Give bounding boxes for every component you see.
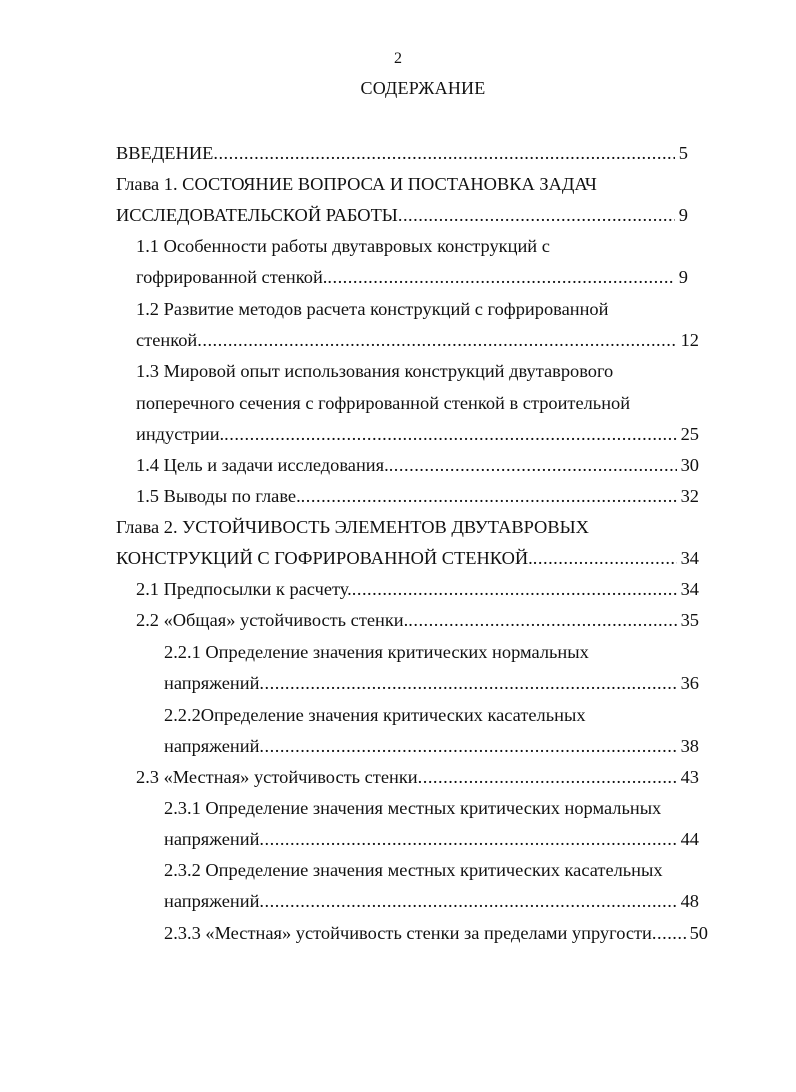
- dot-leader: [652, 920, 686, 946]
- toc-section-1-1[interactable]: [136, 264, 688, 290]
- toc-section-1-2-line-1[interactable]: 1.2 Развитие методов расчета конструкций с гофрированной: [136, 299, 609, 319]
- toc-entry-text: ВВЕДЕНИЕ: [116, 143, 214, 163]
- dot-leader: [213, 140, 674, 166]
- toc-section-2-2-1[interactable]: [164, 670, 699, 696]
- dot-leader: [259, 888, 676, 914]
- toc-entry-text: стенкой: [136, 330, 198, 350]
- toc-chapter-2[interactable]: [116, 545, 699, 571]
- toc-page-number: 5: [678, 143, 688, 163]
- toc-entry-text: индустрии.: [136, 424, 225, 444]
- page-title: СОДЕРЖАНИЕ: [360, 78, 486, 98]
- toc-section-1-5[interactable]: [136, 483, 699, 509]
- toc-chapter-1-line-1[interactable]: Глава 1. СОСТОЯНИЕ ВОПРОСА И ПОСТАНОВКА ЗАДАЧ: [116, 174, 597, 194]
- dot-leader: [533, 545, 677, 571]
- toc-entry-text: 1.5 Выводы по главе.: [136, 486, 301, 506]
- toc-entry-text: ИССЛЕДОВАТЕЛЬСКОЙ РАБОТЫ: [116, 205, 398, 225]
- dot-leader: [224, 421, 676, 447]
- toc-page-number: 32: [680, 486, 699, 506]
- toc-section-2-3-2[interactable]: [164, 888, 699, 914]
- dot-leader: [259, 826, 676, 852]
- toc-section-2-2-2-line-1[interactable]: 2.2.2Определение значения критических касательных: [164, 705, 586, 725]
- toc-entry-text: 2.2 «Общая» устойчивость стенки.: [136, 610, 409, 630]
- toc-entry-text: КОНСТРУКЦИЙ С ГОФРИРОВАННОЙ СТЕНКОЙ.: [116, 548, 533, 568]
- toc-section-2-2[interactable]: [136, 607, 699, 633]
- dot-leader: [389, 452, 677, 478]
- toc-page-number: 34: [680, 579, 699, 599]
- toc-section-1-3-line-2[interactable]: поперечного сечения с гофрированной стенкой в строительной: [136, 393, 631, 413]
- dot-leader: [408, 607, 676, 633]
- toc-entry-text: гофрированной стенкой.: [136, 267, 328, 287]
- toc-section-1-1-line-1[interactable]: 1.1 Особенности работы двутавровых конструкций с: [136, 236, 550, 256]
- toc-entry-text: напряжений: [164, 736, 260, 756]
- toc-page-number: 44: [680, 829, 699, 849]
- toc-entry-text: 2.1 Предпосылки к расчету.: [136, 579, 352, 599]
- toc-section-2-3-2-line-1[interactable]: 2.3.2 Определение значения местных критических касательных: [164, 860, 663, 880]
- toc-page-number: 36: [680, 673, 699, 693]
- toc-chapter-2-line-1[interactable]: Глава 2. УСТОЙЧИВОСТЬ ЭЛЕМЕНТОВ ДВУТАВРОВЫХ: [116, 517, 589, 537]
- toc-section-2-3-1-line-1[interactable]: 2.3.1 Определение значения местных критических нормальных: [164, 798, 662, 818]
- toc-page-number: 25: [680, 424, 699, 444]
- toc-entry-text: напряжений: [164, 891, 260, 911]
- toc-entry-text: 2.3.3 «Местная» устойчивость стенки за пределами упругости: [164, 923, 652, 943]
- toc-section-2-3-3[interactable]: [164, 920, 708, 946]
- toc-section-2-2-2[interactable]: [164, 733, 699, 759]
- toc-entry-text: напряжений: [164, 829, 260, 849]
- toc-page-number: 9: [678, 205, 688, 225]
- toc-chapter-1[interactable]: [116, 202, 688, 228]
- dot-leader: [352, 576, 677, 602]
- dot-leader: [259, 733, 676, 759]
- toc-section-2-1[interactable]: [136, 576, 699, 602]
- toc-section-1-3-line-1[interactable]: 1.3 Мировой опыт использования конструкций двутаврового: [136, 361, 614, 381]
- dot-leader: [301, 483, 677, 509]
- toc-entry-text: напряжений: [164, 673, 260, 693]
- toc-page-number: 30: [680, 455, 699, 475]
- toc-section-2-3[interactable]: [136, 764, 699, 790]
- toc-page-number: 9: [678, 267, 688, 287]
- dot-leader: [327, 264, 674, 290]
- toc-section-2-3-1[interactable]: [164, 826, 699, 852]
- toc-entry-intro[interactable]: [116, 140, 688, 166]
- dot-leader: [197, 327, 676, 353]
- page-number: 2: [394, 50, 402, 67]
- toc-page-number: 34: [680, 548, 699, 568]
- toc-page-number: 43: [680, 767, 699, 787]
- toc-section-1-2[interactable]: [136, 327, 699, 353]
- toc-section-2-2-1-line-1[interactable]: 2.2.1 Определение значения критических нормальных: [164, 642, 589, 662]
- toc-section-1-3[interactable]: [136, 421, 699, 447]
- dot-leader: [418, 764, 677, 790]
- toc-page-number: 48: [680, 891, 699, 911]
- toc-page-number: 35: [680, 610, 699, 630]
- toc-entry-text: 2.3 «Местная» устойчивость стенки: [136, 767, 418, 787]
- toc-page-number: 12: [680, 330, 699, 350]
- toc-page-number: 50: [689, 923, 708, 943]
- toc-section-1-4[interactable]: [136, 452, 699, 478]
- dot-leader: [259, 670, 676, 696]
- toc-entry-text: 1.4 Цель и задачи исследования.: [136, 455, 389, 475]
- dot-leader: [398, 202, 675, 228]
- toc-page-number: 38: [680, 736, 699, 756]
